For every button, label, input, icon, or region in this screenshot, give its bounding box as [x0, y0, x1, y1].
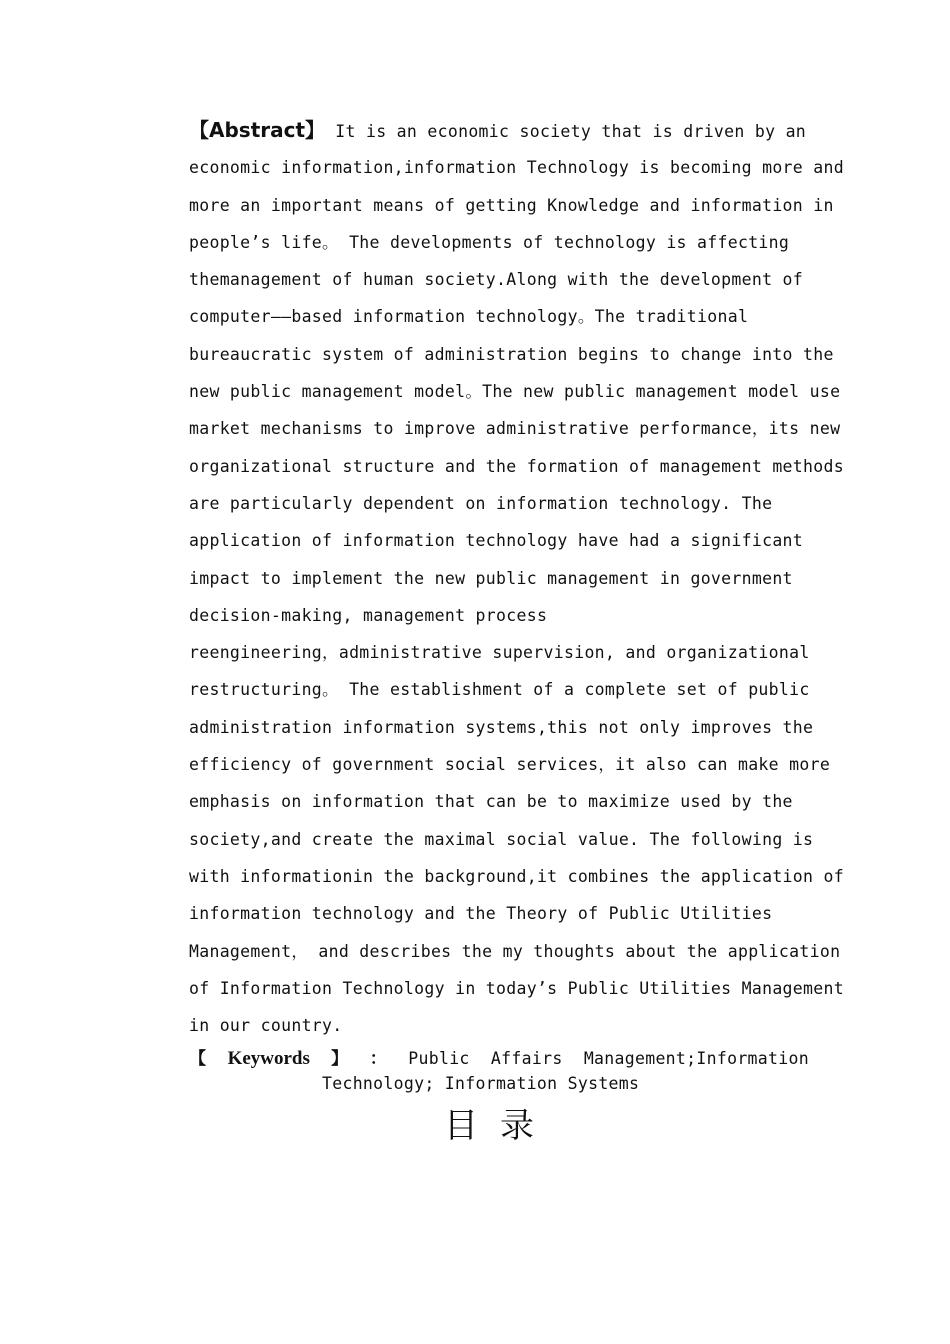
toc-heading: 目录 [444, 1106, 556, 1146]
abstract-line: are particularly dependent on information technology. The [189, 493, 773, 513]
keywords-section [189, 1046, 809, 1096]
abstract-line: new public management model。The new public management model use [189, 382, 841, 402]
abstract-line: administration information systems,this not only improves the [189, 717, 814, 737]
abstract-first-line [189, 112, 809, 149]
abstract-line: application of information technology have had a significant [189, 531, 804, 551]
abstract-section [189, 112, 844, 1044]
abstract-line: more an important means of getting Knowledge and information in [189, 195, 834, 215]
abstract-line: restructuring。 The establishment of a complete set of public [189, 680, 810, 700]
abstract-line: information technology and the Theory of Public Utilities [189, 904, 773, 924]
abstract-line: emphasis on information that can be to maximize used by the [189, 792, 793, 812]
abstract-line: themanagement of human society.Along with the development of [189, 270, 804, 290]
abstract-label: 【Abstract】 [189, 118, 326, 142]
abstract-line: organizational structure and the formation of management methods [189, 456, 844, 476]
abstract-line: in our country. [189, 1016, 343, 1036]
abstract-line: with informationin the background,it combines the application of [189, 866, 844, 886]
keywords-open-bracket: 【 [189, 1049, 207, 1069]
keywords-colon: ： [369, 1049, 388, 1069]
keyword-word: Public [408, 1049, 470, 1068]
keywords-label: Keywords [227, 1048, 310, 1069]
abstract-line: Management， and describes the my thoughts about the application [189, 941, 841, 961]
abstract-line: impact to implement the new public management in government [189, 568, 793, 588]
abstract-line: decision-making, management process [189, 605, 548, 625]
abstract-line: of Information Technology in today’s Public Utilities Management [189, 978, 844, 998]
keywords-continuation: Technology; Information Systems [322, 1074, 640, 1093]
abstract-line: computer——based information technology。The traditional [189, 307, 749, 327]
abstract-line: economic information,information Technology is becoming more and [189, 158, 844, 178]
abstract-line: society,and create the maximal social value. The following is [189, 829, 814, 849]
abstract-line: people’s life。 The developments of technology is affecting [189, 232, 790, 252]
keyword-word: Affairs [490, 1049, 563, 1068]
abstract-line: market mechanisms to improve administrative performance，its new [189, 419, 841, 439]
abstract-line: reengineering，administrative supervision, and organizational [189, 643, 810, 663]
abstract-line: efficiency of government social services，it also can make more [189, 755, 831, 775]
keywords-first-line [189, 1046, 809, 1071]
abstract-text: It is an economic society that is driven by an [325, 122, 807, 141]
abstract-line: bureaucratic system of administration begins to change into the [189, 344, 834, 364]
keyword-word: Management;Information [583, 1049, 809, 1068]
keywords-close-bracket: 】 [331, 1049, 349, 1069]
